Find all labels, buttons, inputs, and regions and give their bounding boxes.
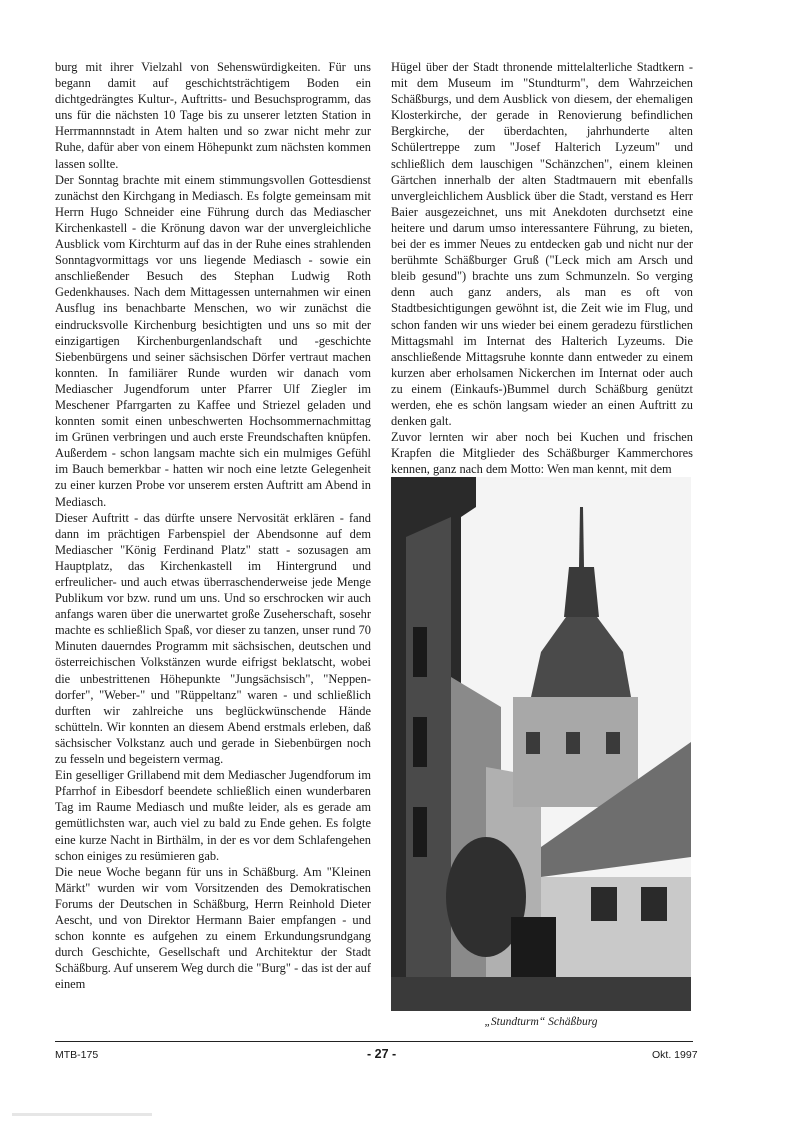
photo-tower-window [526,732,540,754]
paragraph: Der Sonntag brachte mit einem stimmungsvollen Gottesdienst zunächst den Kirchgang in Mediasch. Es folgte gemeinsam mit Herrn Hugo Schneider eine Führung durch das Mediascher Kirchenkastell - die Krönung davon war der unvergleichliche Ausblick vom Kirchturm auf das in der Ruhe eines strahlenden Sonntagvormittags vor uns liegende Mediasch - sowie ein anschließender Besuch des Stephan Ludwig Roth Gedenkhauses. Nach dem Mittagessen unternahmen wir einen Ausflug ins benachbarte Menschen, wo wir zunächst die eindrucksvolle Kirchenburg besichtigten und uns so mit der einzigartigen Kirchenburgenlandschaft und -geschichte Siebenbürgens und seiner sächsischen Dörfer vertraut machen konnten. In familiärer Runde wurden wir danach vom Mediascher Jugendforum unter Pfarrer Ulf Ziegler im Meschener Pfarrgarten zu Kaffee und Striezel geladen und konnten somit einen unbeschwerten Hochsommernachmittag im Grünen verbringen und auch erste Freundschaften knüpfen. Außerdem - schon langsam machte sich ein mulmiges Gefühl im Bauch bemerkbar - hatten wir noch eine letzte Gelegenheit zu einer kurzen Probe vor unserem ersten Auftritt am Abend in Mediasch. [55,172,371,509]
footer-date: Okt. 1997 [652,1049,698,1061]
photo-window [413,717,427,767]
right-text-column [391,59,693,477]
footer-issue-id: MTB-175 [55,1049,99,1061]
paragraph: Die neue Woche begann für uns in Schäßburg. Am "Kleinen Märkt" wurden wir vom Vorsitzenden des Demokratischen Forums der Deutschen in Schäßburg, Herrn Reinhold Dieter Aescht, und von Direktor Hermann Baier empfangen - und schon konnte es aufgehen zu einem Erkundungsrundgang durch Geschichte, Gesellschaft und Architektur der Stadt Schäßburg. Auf unserem Weg durch die "Burg" - das ist der auf einem [55,864,371,992]
photo-window [413,627,427,677]
photo-window [413,807,427,857]
photo-window [641,887,667,921]
photo-left-facade [406,517,451,1011]
photo-caption: „Stundturm“ Schäßburg [484,1016,598,1028]
page-number: - 27 - [367,1047,397,1061]
photo-window [591,887,617,921]
paragraph: Zuvor lernten wir aber noch bei Kuchen und frischen Krapfen die Mitglieder des Schäßburger Kammerchores kennen, ganz nach dem Motto: Wen man kennt, mit dem [391,430,693,477]
scan-artifact [12,1113,152,1116]
paragraph: Dieser Auftritt - das dürfte unsere Nervosität erklären - fand dann im prächtigen Farbenspiel der Abendsonne auf dem Mediascher "König Ferdinand Platz" statt - sozusagen am Hauptplatz, das Kirchenkastell im Hintergrund und erfreulicher- und auch etwas überraschenderweise jede Menge Publikum vor bzw. rund um uns. Und so erschrocken wir auch anfangs waren über die unerwartet große Zuseherschaft, sosehr machte es schließlich Spaß, vor dieser zu tanzen, unser rund 70 Minuten dauerndes Programm mit sächsischen, deutschen und österreichischen Volkstänzen wurde eifrigst beklatscht, wobei die unbestrittenen Höhepunkte "Jungsächsisch", "Neppen-dorfer", "Weber-" und "Rüppeltanz" waren - und schließlich durften wir zahlreiche uns beglückwünschende Hände schütteln. Wir konnten an diesem Abend erstmals erleben, daß sächsischer Volkstanz auch und gerade in Siebenbürgen noch zu fesseln und begeistern vermag. [55,510,371,767]
photo-archway [511,917,556,977]
paragraph: burg mit ihrer Vielzahl von Sehenswürdigkeiten. Für uns begann damit auf geschichtsträchtigem Boden ein dichtgedrängtes Kultur-, Auftritts- und Besuchsprogramm, das uns für die nächsten 10 Tage bis zu unserer letzten Station in Herrmannnstadt in Atem halten und so zwar nicht mehr zur Ruhe, dafür aber von einem Höhepunkt zum nächsten kommen lassen sollte. [55,60,371,171]
photo-tower-window [606,732,620,754]
paragraph: Hügel über der Stadt thronende mittelalterliche Stadtkern - mit dem Museum im "Stundturm", dem Wahrzeichen Schäßburgs, und dem Ausblick von diesem, der ehemaligen Klosterkirche, der gerade in Renovierung befindlichen Bergkirche, der überdachten, jahrhunderte alten Schülertreppe zum "Josef Halterich Lyzeum" und schließlich dem lauschigen "Schänzchen", einem kleinen Gärtchen innerhalb der alten Stadtmauern mit ebenfalls unvergleichlichem Ausblick über die Stadt, verstand es Herr Baier ausgezeichnet, uns mit Anekdoten durchsetzt eine heitere und darum umso interessantere Führung, zu bieten, bei der es immer Neues zu entdecken gab und nicht nur der berühmte Schäßburger Gruß ("Leck mich am Arsch und bleib gesund") brachte uns zum Schmunzeln. So verging denn auch ganz anders, als man es oft von Stadtbesichtigungen gewöhnt ist, die Zeit wie im Flug, und schon fanden wir uns wieder bei einem geradezu fürstlichen Mittagsmahl im Internat des Halterich Lyzeums. Die anschließende Mittagsruhe konnte dann entweder zu einem kurzen aber erholsamen Nickerchen im Internat oder auch zu einem (Einkaufs-)Bummel durch Schäßburg genützt werden, ehe es schön langsam wieder an einen Auftritt zu denken galt. [391,60,693,429]
photo-tower-top [564,567,599,617]
photo-tower-window [566,732,580,754]
paragraph: Ein geselliger Grillabend mit dem Mediascher Jugendforum im Pfarrhof in Eibesdorf beendete schließlich einen wunderbaren Tag im Raume Mediasch und mußte leider, als es gerade am gemütlichsten war, auch viel zu bald zu Ende gehen. Es folgte eine kurze Nacht in Birthälm, in der es vor dem Schlafengehen schon einiges zu resümieren gab. [55,768,371,863]
clock-tower-photo [391,477,691,1011]
photo-ground [391,977,691,1011]
left-text-column [55,59,371,992]
footer-divider [55,1041,693,1042]
